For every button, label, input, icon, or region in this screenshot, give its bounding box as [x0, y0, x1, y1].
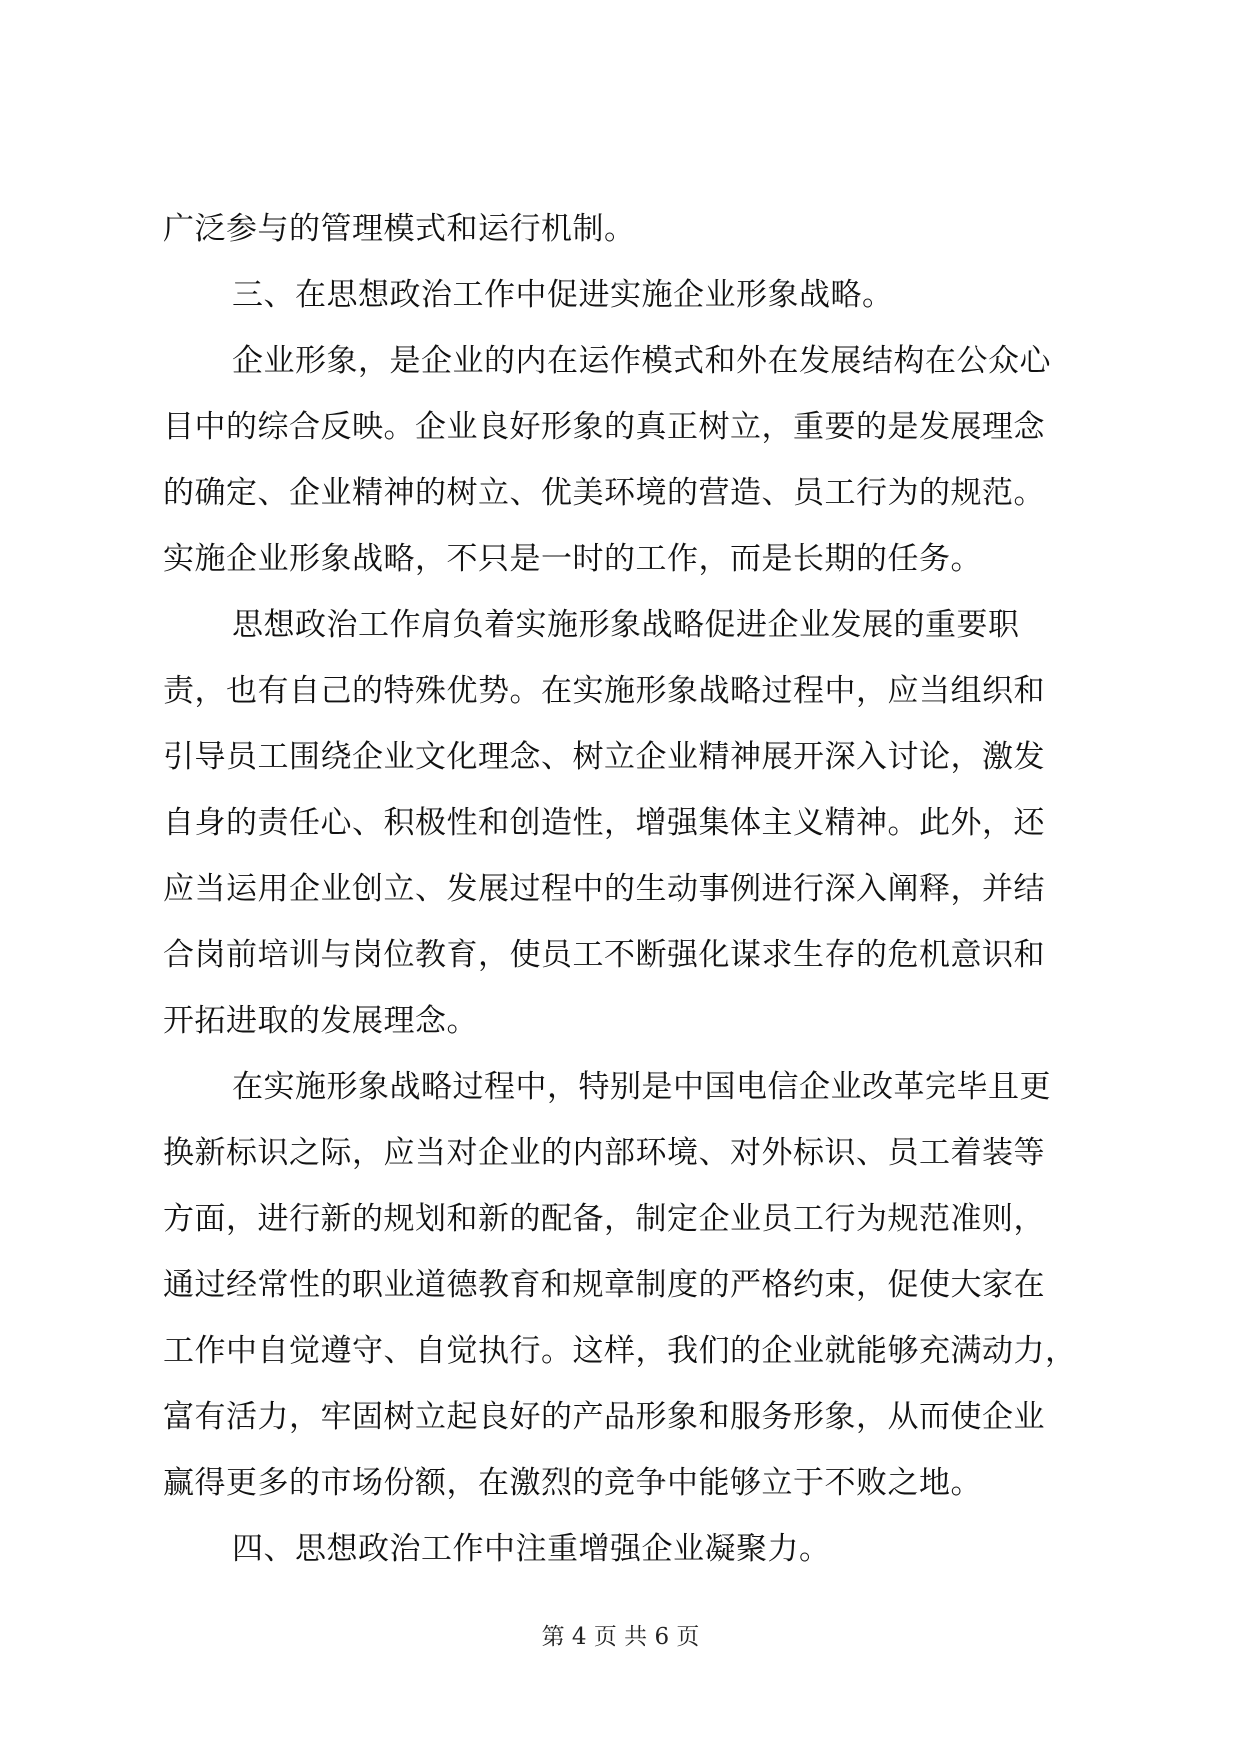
text-line: 富有活力，牢固树立起良好的产品形象和服务形象，从而使企业 — [163, 1399, 1045, 1435]
text-line: 方面，进行新的规划和新的配备，制定企业员工行为规范准则， — [163, 1201, 1045, 1237]
text-line: 思想政治工作肩负着实施形象战略促进企业发展的重要职 — [232, 607, 1020, 643]
text-line: 工作中自觉遵守、自觉执行。这样，我们的企业就能够充满动力， — [163, 1333, 1077, 1369]
text-line: 开拓进取的发展理念。 — [163, 1003, 478, 1039]
text-line: 的确定、企业精神的树立、优美环境的营造、员工行为的规范。 — [163, 475, 1045, 511]
text-line: 企业形象，是企业的内在运作模式和外在发展结构在公众心 — [232, 343, 1051, 379]
text-line: 自身的责任心、积极性和创造性，增强集体主义精神。此外，还 — [163, 805, 1045, 841]
text-line: 实施企业形象战略，不只是一时的工作，而是长期的任务。 — [163, 541, 982, 577]
section-heading: 四、思想政治工作中注重增强企业凝聚力。 — [232, 1531, 831, 1567]
text-line: 通过经常性的职业道德教育和规章制度的严格约束，促使大家在 — [163, 1267, 1045, 1303]
text-line: 广泛参与的管理模式和运行机制。 — [163, 211, 636, 247]
text-line: 在实施形象战略过程中，特别是中国电信企业改革完毕且更 — [232, 1069, 1051, 1105]
text-line: 应当运用企业创立、发展过程中的生动事例进行深入阐释，并结 — [163, 871, 1045, 907]
section-heading: 三、在思想政治工作中促进实施企业形象战略。 — [232, 277, 894, 313]
text-line: 引导员工围绕企业文化理念、树立企业精神展开深入讨论，激发 — [163, 739, 1045, 775]
page-footer: 第 4 页 共 6 页 — [541, 1624, 700, 1650]
text-line: 赢得更多的市场份额，在激烈的竞争中能够立于不败之地。 — [163, 1465, 982, 1501]
text-line: 换新标识之际，应当对企业的内部环境、对外标识、员工着装等 — [163, 1135, 1045, 1171]
text-line: 目中的综合反映。企业良好形象的真正树立，重要的是发展理念 — [163, 409, 1045, 445]
text-line: 责，也有自己的特殊优势。在实施形象战略过程中，应当组织和 — [163, 673, 1045, 709]
text-line: 合岗前培训与岗位教育，使员工不断强化谋求生存的危机意识和 — [163, 937, 1045, 973]
